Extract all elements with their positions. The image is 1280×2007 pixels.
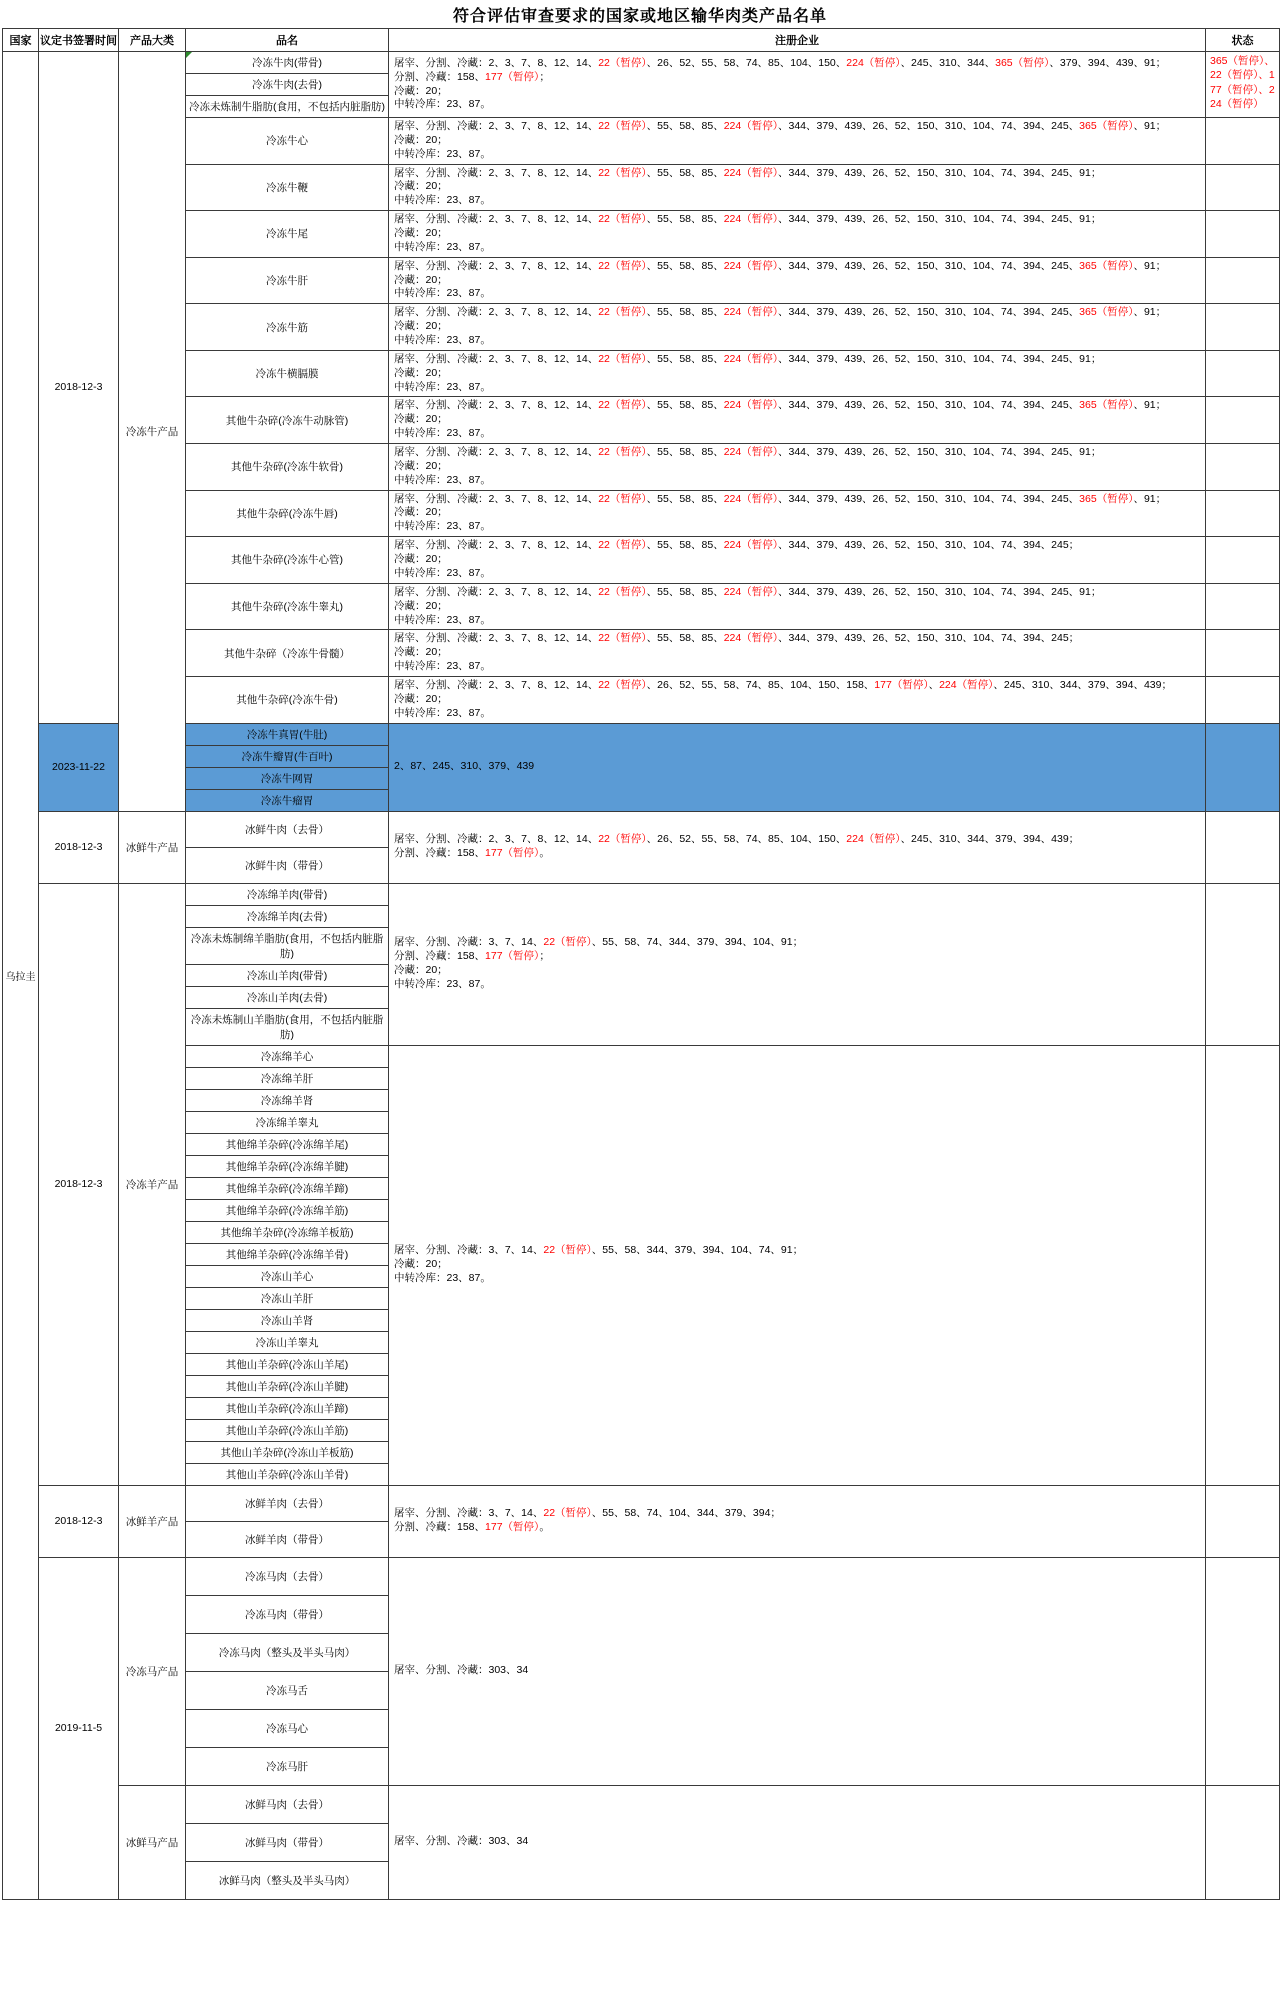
suspended-enterprise: 365（暂停）: [1079, 120, 1134, 132]
table-row: [3, 490, 1280, 537]
suspended-enterprise: 22（暂停）: [543, 1507, 592, 1520]
product-cell: 其他绵羊杂碎(冷冻绵羊骨): [186, 1243, 389, 1265]
table-row: [3, 1557, 1280, 1595]
suspended-enterprise: 22（暂停）: [543, 936, 592, 949]
product-cell: 其他山羊杂碎(冷冻山羊筋): [186, 1419, 389, 1441]
table-row: [3, 676, 1280, 723]
suspended-enterprise: 22（暂停）: [598, 833, 647, 846]
product-cell: 冷冻牛横膈膜: [186, 350, 389, 397]
product-cell: 冷冻山羊肉(去骨): [186, 986, 389, 1008]
product-cell: 其他绵羊杂碎(冷冻绵羊筋): [186, 1199, 389, 1221]
product-cell: 冷冻绵羊肉(去骨): [186, 905, 389, 927]
status-cell: [1206, 444, 1280, 491]
suspended-enterprise: 22（暂停）: [598, 306, 647, 319]
product-cell: 其他绵羊杂碎(冷冻绵羊蹄): [186, 1177, 389, 1199]
col-header-product: 品名: [186, 29, 389, 52]
col-header-country: 国家: [3, 29, 39, 52]
product-cell: 冷冻牛心: [186, 118, 389, 165]
status-cell: [1206, 630, 1280, 677]
enterprise-cell: 屠宰、分割、冷藏：2、3、7、8、12、14、22（暂停）、26、52、55、58、74、85、104、150、224（暂停）、245、310、344、365（暂停）、379、394、439、91； 分割、冷藏：158、177（暂停）； 冷藏：20； 中转冷库：23、87。: [389, 52, 1206, 118]
enterprise-cell: 屠宰、分割、冷藏：3、7、14、22（暂停）、55、58、344、379、394、104、74、91； 冷藏：20； 中转冷库：23、87。: [389, 1045, 1206, 1485]
product-cell: 冰鲜马肉（整头及半头马肉）: [186, 1861, 389, 1899]
suspended-enterprise: 224（暂停）: [723, 585, 778, 598]
date-cell: 2018-12-3: [39, 1485, 119, 1557]
suspended-enterprise: 224（暂停）: [846, 56, 901, 69]
table-row: [3, 583, 1280, 630]
table-row: [3, 537, 1280, 584]
enterprise-cell: 屠宰、分割、冷藏：2、3、7、8、12、14、22（暂停）、55、58、85、224（暂停）、344、379、439、26、52、150、310、104、74、394、245、365（暂停）、91； 冷藏：20； 中转冷库：23、87。: [389, 490, 1206, 537]
table-row: [3, 883, 1280, 905]
suspended-enterprise: 22（暂停）: [598, 585, 647, 598]
product-cell: 冷冻绵羊肾: [186, 1089, 389, 1111]
table-row: [3, 1045, 1280, 1067]
suspended-enterprise: 365（暂停）: [995, 56, 1050, 69]
enterprise-cell: 屠宰、分割、冷藏：303、34: [389, 1785, 1206, 1899]
date-cell: 2018-12-3: [39, 883, 119, 1485]
status-cell: [1206, 257, 1280, 304]
table-row: [3, 723, 1280, 745]
product-cell: 冷冻未炼制绵羊脂肪(食用，不包括内脏脂肪): [186, 927, 389, 964]
enterprise-cell: 屠宰、分割、冷藏：303、34: [389, 1557, 1206, 1785]
product-cell: 冷冻马心: [186, 1709, 389, 1747]
suspended-enterprise: 365（暂停）: [1079, 399, 1134, 412]
product-cell: 其他牛杂碎(冷冻牛睾丸): [186, 583, 389, 630]
product-cell: 其他山羊杂碎(冷冻山羊腱): [186, 1375, 389, 1397]
product-cell: 其他绵羊杂碎(冷冻绵羊板筋): [186, 1221, 389, 1243]
status-cell: [1206, 537, 1280, 584]
category-cell: 冷冻牛产品: [119, 52, 186, 812]
table-row: [3, 1785, 1280, 1823]
status-cell: [1206, 397, 1280, 444]
status-cell: [1206, 583, 1280, 630]
page-title: 符合评估审查要求的国家或地区输华肉类产品名单: [452, 8, 827, 25]
category-cell: 冷冻马产品: [119, 1557, 186, 1785]
table-row: [3, 118, 1280, 165]
product-cell: 其他牛杂碎(冷冻牛动脉管): [186, 397, 389, 444]
product-cell: 冷冻绵羊睾丸: [186, 1111, 389, 1133]
product-cell: 其他山羊杂碎(冷冻山羊骨): [186, 1463, 389, 1485]
product-cell: 冷冻山羊睾丸: [186, 1331, 389, 1353]
suspended-enterprise: 224（暂停）: [723, 259, 778, 272]
product-cell: 冷冻牛筋: [186, 304, 389, 351]
date-cell: 2023-11-22: [39, 723, 119, 811]
table-row: [3, 350, 1280, 397]
product-cell: 冷冻牛瘤胃: [186, 789, 389, 811]
product-cell: 其他牛杂碎（冷冻牛骨髓）: [186, 630, 389, 677]
product-cell: 其他牛杂碎(冷冻牛软骨): [186, 444, 389, 491]
enterprise-cell: 屠宰、分割、冷藏：2、3、7、8、12、14、22（暂停）、26、52、55、58、74、85、104、150、224（暂停）、245、310、344、379、394、439； 分割、冷藏：158、177（暂停）。: [389, 811, 1206, 883]
enterprise-cell: 屠宰、分割、冷藏：2、3、7、8、12、14、22（暂停）、55、58、85、224（暂停）、344、379、439、26、52、150、310、104、74、394、245、91； 冷藏：20； 中转冷库：23、87。: [389, 444, 1206, 491]
suspended-enterprise: 22（暂停）: [598, 539, 647, 552]
suspended-enterprise: 22（暂停）: [598, 120, 647, 132]
product-cell: 其他牛杂碎(冷冻牛唇): [186, 490, 389, 537]
status-note: 365（暂停）、22（暂停）、177（暂停）、224（暂停）: [1206, 52, 1280, 118]
enterprise-cell: 屠宰、分割、冷藏：2、3、7、8、12、14、22（暂停）、55、58、85、224（暂停）、344、379、439、26、52、150、310、104、74、394、245、91； 冷藏：20； 中转冷库：23、87。: [389, 583, 1206, 630]
enterprise-cell: 屠宰、分割、冷藏：2、3、7、8、12、14、22（暂停）、55、58、85、224（暂停）、344、379、439、26、52、150、310、104、74、394、245、365（暂停）、91； 冷藏：20； 中转冷库：23、87。: [389, 304, 1206, 351]
category-cell: 冰鲜牛产品: [119, 811, 186, 883]
suspended-enterprise: 177（暂停）: [485, 70, 540, 83]
suspended-enterprise: 224（暂停）: [723, 120, 778, 132]
product-cell: 其他山羊杂碎(冷冻山羊尾): [186, 1353, 389, 1375]
suspended-enterprise: 224（暂停）: [723, 492, 778, 505]
table-body: [3, 52, 1280, 1900]
product-cell: 冷冻山羊肉(带骨): [186, 964, 389, 986]
product-cell: 冷冻绵羊肉(带骨): [186, 883, 389, 905]
suspended-enterprise: 365（暂停）: [1079, 259, 1134, 272]
date-cell: 2018-12-3: [39, 811, 119, 883]
country-cell: 乌拉圭: [3, 52, 39, 1900]
table-row: [3, 397, 1280, 444]
product-cell: 冷冻山羊肾: [186, 1309, 389, 1331]
product-cell: 其他绵羊杂碎(冷冻绵羊腱): [186, 1155, 389, 1177]
suspended-enterprise: 177（暂停）: [485, 950, 540, 963]
suspended-enterprise: 224（暂停）: [939, 678, 994, 691]
enterprise-cell: 屠宰、分割、冷藏：2、3、7、8、12、14、22（暂停）、55、58、85、224（暂停）、344、379、439、26、52、150、310、104、74、394、245、365（暂停）、91； 冷藏：20； 中转冷库：23、87。: [389, 118, 1206, 165]
suspended-enterprise: 224（暂停）: [723, 306, 778, 319]
suspended-enterprise: 22（暂停）: [543, 1244, 592, 1257]
col-header-category: 产品大类: [119, 29, 186, 52]
enterprise-cell: 屠宰、分割、冷藏：3、7、14、22（暂停）、55、58、74、104、344、379、394； 分割、冷藏：158、177（暂停）。: [389, 1485, 1206, 1557]
enterprise-cell: 屠宰、分割、冷藏：2、3、7、8、12、14、22（暂停）、55、58、85、224（暂停）、344、379、439、26、52、150、310、104、74、394、245； 冷藏：20； 中转冷库：23、87。: [389, 537, 1206, 584]
enterprise-cell: 屠宰、分割、冷藏：2、3、7、8、12、14、22（暂停）、55、58、85、224（暂停）、344、379、439、26、52、150、310、104、74、394、245、365（暂停）、91； 冷藏：20； 中转冷库：23、87。: [389, 397, 1206, 444]
suspended-enterprise: 224（暂停）: [846, 833, 901, 846]
product-cell: 其他绵羊杂碎(冷冻绵羊尾): [186, 1133, 389, 1155]
product-cell: 冷冻未炼制山羊脂肪(食用，不包括内脏脂肪): [186, 1008, 389, 1045]
enterprise-cell: 屠宰、分割、冷藏：2、3、7、8、12、14、22（暂停）、55、58、85、224（暂停）、344、379、439、26、52、150、310、104、74、394、245、91； 冷藏：20； 中转冷库：23、87。: [389, 164, 1206, 211]
product-cell: 冷冻牛网胃: [186, 767, 389, 789]
category-cell: 冰鲜羊产品: [119, 1485, 186, 1557]
status-cell: [1206, 883, 1280, 1045]
col-header-date: 议定书签署时间: [39, 29, 119, 52]
suspended-enterprise: 224（暂停）: [723, 446, 778, 459]
col-header-status: 状态: [1206, 29, 1280, 52]
suspended-enterprise: 177（暂停）: [485, 847, 540, 860]
product-cell: 冷冻马肉（带骨）: [186, 1595, 389, 1633]
table-row: [3, 257, 1280, 304]
suspended-enterprise: 22（暂停）: [598, 399, 647, 412]
product-cell: 冷冻牛鞭: [186, 164, 389, 211]
status-cell: [1206, 676, 1280, 723]
product-cell: 冷冻马肝: [186, 1747, 389, 1785]
product-cell: 冷冻马肉（整头及半头马肉）: [186, 1633, 389, 1671]
suspended-enterprise: 22（暂停）: [598, 166, 647, 179]
table-row: [3, 811, 1280, 847]
status-cell: [1206, 164, 1280, 211]
table-row: [3, 444, 1280, 491]
product-cell: 冷冻牛真胃(牛肚): [186, 723, 389, 745]
suspended-enterprise: 177（暂停）: [874, 678, 929, 691]
product-cell: 其他山羊杂碎(冷冻山羊板筋): [186, 1441, 389, 1463]
suspended-enterprise: 365（暂停）: [1079, 306, 1134, 319]
product-cell: 冷冻未炼制牛脂肪(食用，不包括内脏脂肪): [186, 96, 389, 118]
table-row: [3, 630, 1280, 677]
status-cell: [1206, 118, 1280, 165]
product-cell: 冰鲜羊肉（去骨）: [186, 1485, 389, 1521]
product-cell: 冷冻山羊肝: [186, 1287, 389, 1309]
table-row: [3, 211, 1280, 258]
product-cell: 冷冻山羊心: [186, 1265, 389, 1287]
col-header-enterprise: 注册企业: [389, 29, 1206, 52]
enterprise-cell: 2、87、245、310、379、439: [389, 723, 1206, 811]
products-table: [2, 28, 1280, 1900]
status-cell: [1206, 1785, 1280, 1899]
product-cell: 其他牛杂碎(冷冻牛骨): [186, 676, 389, 723]
suspended-enterprise: 22（暂停）: [598, 492, 647, 505]
suspended-enterprise: 177（暂停）: [485, 1521, 540, 1534]
table-row: [3, 304, 1280, 351]
category-cell: 冰鲜马产品: [119, 1785, 186, 1899]
suspended-enterprise: 22（暂停）: [598, 213, 647, 226]
suspended-enterprise: 22（暂停）: [598, 678, 647, 691]
product-cell: 冷冻绵羊肝: [186, 1067, 389, 1089]
product-cell: 其他山羊杂碎(冷冻山羊蹄): [186, 1397, 389, 1419]
product-cell: 冰鲜牛肉（带骨）: [186, 847, 389, 883]
enterprise-cell: 屠宰、分割、冷藏：2、3、7、8、12、14、22（暂停）、55、58、85、224（暂停）、344、379、439、26、52、150、310、104、74、394、245； 冷藏：20； 中转冷库：23、87。: [389, 630, 1206, 677]
date-cell: 2019-11-5: [39, 1557, 119, 1899]
status-cell: [1206, 490, 1280, 537]
product-cell: 冰鲜羊肉（带骨）: [186, 1521, 389, 1557]
suspended-enterprise: 22（暂停）: [598, 352, 647, 365]
enterprise-cell: 屠宰、分割、冷藏：2、3、7、8、12、14、22（暂停）、55、58、85、224（暂停）、344、379、439、26、52、150、310、104、74、394、245、91； 冷藏：20； 中转冷库：23、87。: [389, 211, 1206, 258]
product-cell: 冰鲜牛肉（去骨）: [186, 811, 389, 847]
product-cell: 冷冻马肉（去骨）: [186, 1557, 389, 1595]
suspended-enterprise: 22（暂停）: [598, 259, 647, 272]
product-cell: 其他牛杂碎(冷冻牛心管): [186, 537, 389, 584]
enterprise-cell: 屠宰、分割、冷藏：3、7、14、22（暂停）、55、58、74、344、379、394、104、91； 分割、冷藏：158、177（暂停）； 冷藏：20； 中转冷库：23、87。: [389, 883, 1206, 1045]
status-cell: [1206, 304, 1280, 351]
suspended-enterprise: 224（暂停）: [723, 213, 778, 226]
product-cell: 冷冻马舌: [186, 1671, 389, 1709]
status-cell: [1206, 723, 1280, 811]
suspended-enterprise: 224（暂停）: [723, 632, 778, 645]
suspended-enterprise: 22（暂停）: [598, 446, 647, 459]
suspended-enterprise: 365（暂停）: [1079, 492, 1134, 505]
product-cell: 冷冻牛肉(去骨): [186, 74, 389, 96]
suspended-enterprise: 22（暂停）: [598, 56, 647, 69]
status-cell: [1206, 1045, 1280, 1485]
suspended-enterprise: 22（暂停）: [598, 632, 647, 645]
table-row: [3, 52, 1280, 74]
category-cell: 冷冻羊产品: [119, 883, 186, 1485]
header-row: [3, 29, 1280, 52]
status-cell: [1206, 211, 1280, 258]
date-cell: 2018-12-3: [39, 52, 119, 724]
product-cell: 冷冻牛肝: [186, 257, 389, 304]
enterprise-cell: 屠宰、分割、冷藏：2、3、7、8、12、14、22（暂停）、55、58、85、224（暂停）、344、379、439、26、52、150、310、104、74、394、245、91； 冷藏：20； 中转冷库：23、87。: [389, 350, 1206, 397]
status-cell: [1206, 1485, 1280, 1557]
suspended-enterprise: 224（暂停）: [723, 352, 778, 365]
suspended-enterprise: 224（暂停）: [723, 539, 778, 552]
product-cell: 冷冻牛肉(带骨): [186, 52, 389, 74]
product-cell: 冰鲜马肉（去骨）: [186, 1785, 389, 1823]
status-cell: [1206, 811, 1280, 883]
table-row: [3, 1485, 1280, 1521]
enterprise-cell: 屠宰、分割、冷藏：2、3、7、8、12、14、22（暂停）、26、52、55、58、74、85、104、150、158、177（暂停）、224（暂停）、245、310、344、379、394、439； 冷藏：20； 中转冷库：23、87。: [389, 676, 1206, 723]
suspended-enterprise: 224（暂停）: [723, 166, 778, 179]
status-cell: [1206, 1557, 1280, 1785]
product-cell: 冰鲜马肉（带骨）: [186, 1823, 389, 1861]
product-cell: 冷冻绵羊心: [186, 1045, 389, 1067]
table-row: [3, 164, 1280, 211]
product-cell: 冷冻牛尾: [186, 211, 389, 258]
product-cell: 冷冻牛瓣胃(牛百叶): [186, 745, 389, 767]
status-cell: [1206, 350, 1280, 397]
enterprise-cell: 屠宰、分割、冷藏：2、3、7、8、12、14、22（暂停）、55、58、85、224（暂停）、344、379、439、26、52、150、310、104、74、394、245、365（暂停）、91； 冷藏：20； 中转冷库：23、87。: [389, 257, 1206, 304]
suspended-enterprise: 224（暂停）: [723, 399, 778, 412]
